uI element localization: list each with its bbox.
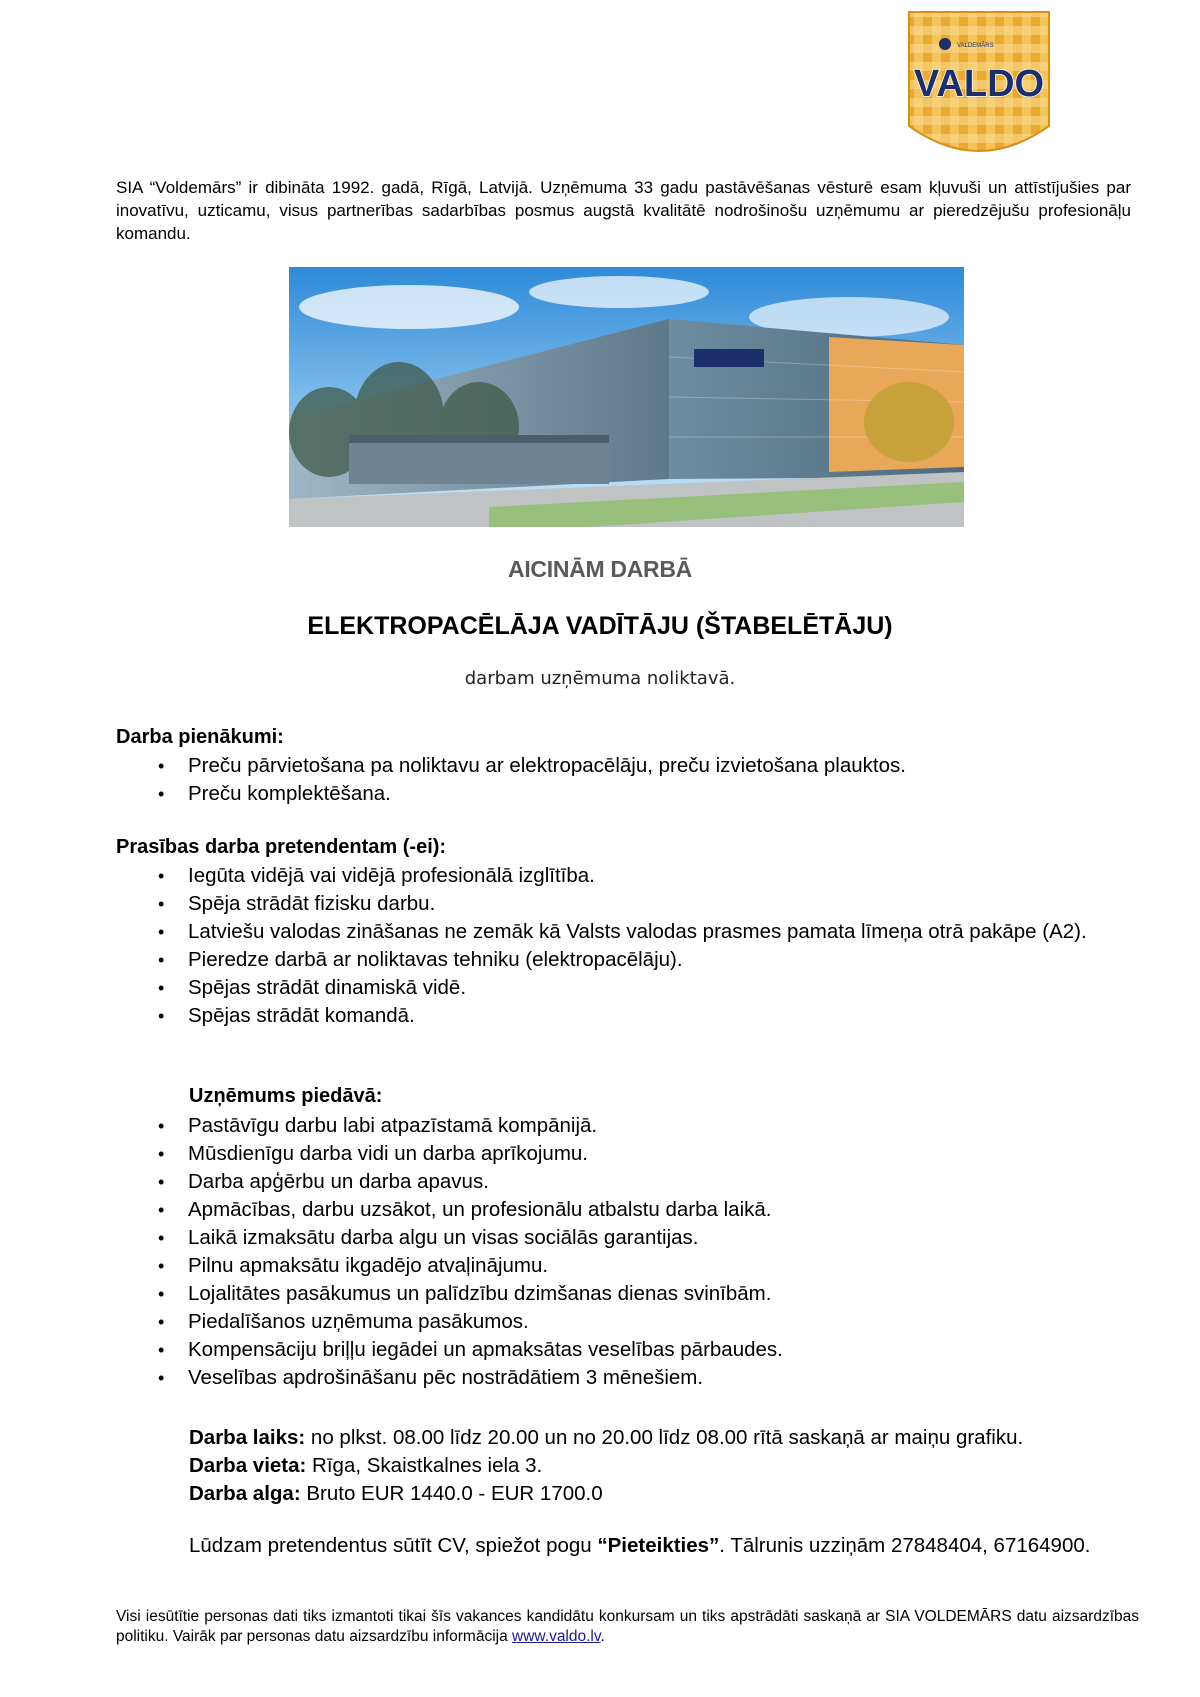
work-place-label: Darba vieta: (189, 1454, 307, 1477)
website-link[interactable]: www.valdo.lv (512, 1628, 601, 1645)
work-hours (189, 1424, 1023, 1452)
requirements-list (116, 862, 1126, 1030)
requirements-heading: Prasības darba pretendentam (-ei): (116, 836, 447, 858)
apply-button-word: “Pieteikties” (597, 1534, 720, 1557)
footer-text: Visi iesūtītie personas dati tiks izmantoti tikai šīs vakances kandidātu konkursam un tiks apstrādāti saskaņā ar SIA VOLDEMĀRS datu aizsardzības politiku. Vairāk par personas datu aizsardzību informācija (116, 1608, 1139, 1645)
position-title: ELEKTROPACĒLĀJA VADĪTĀJU (ŠTABELĒTĀJU) (307, 612, 893, 640)
list-item: • Apmācības, darbu uzsākot, un profesionālu atbalstu darba laikā. (116, 1196, 1126, 1224)
list-item: • Laikā izmaksātu darba algu un visas sociālās garantijas. (116, 1224, 1126, 1252)
privacy-footer (116, 1607, 1139, 1647)
list-item: • Spējas strādāt dinamiskā vidē. (116, 974, 1126, 1002)
list-item: • Veselības apdrošināšanu pēc nostrādātiem 3 mēnešiem. (116, 1364, 1126, 1392)
list-item: • Spējas strādāt komandā. (116, 1002, 1126, 1030)
position-subline: darbam uzņēmuma noliktavā. (464, 668, 736, 689)
apply-instructions (189, 1532, 1129, 1560)
list-item: • Mūsdienīgu darba vidi un darba aprīkojumu. (116, 1140, 1126, 1168)
list-item: • Iegūta vidējā vai vidējā profesionālā izglītība. (116, 862, 1126, 890)
warehouse-photo (289, 267, 964, 527)
apply-text: Lūdzam pretendentus sūtīt CV, spiežot pogu (189, 1534, 598, 1557)
salary-label: Darba alga: (189, 1482, 301, 1505)
offer-heading: Uzņēmums piedāvā: (189, 1085, 383, 1107)
list-item: • Darba apģērbu un darba apavus. (116, 1168, 1126, 1196)
list-item: • Pilnu apmaksātu ikgadējo atvaļinājumu. (116, 1252, 1126, 1280)
work-hours-value: no plkst. 08.00 līdz 20.00 un no 20.00 līdz 08.00 rītā saskaņā ar maiņu grafiku. (305, 1426, 1024, 1449)
list-item: • Latviešu valodas zināšanas ne zemāk kā Valsts valodas prasmes pamata līmeņa otrā pakāpe (A2). (116, 918, 1126, 946)
list-item: • Pieredze darbā ar noliktavas tehniku (elektropacēlāju). (116, 946, 1126, 974)
company-intro: SIA “Voldemārs” ir dibināta 1992. gadā, Rīgā, Latvijā. Uzņēmuma 33 gadu pastāvēšanas vēsturē esam kļuvuši un attīstījušies par inovatīvu, uzticamu, visus partnerības sadarbības posmus augstā kvalitātē nodrošinošu uzņēmumu ar pieredzējušu profesionāļu komandu. (116, 178, 1131, 243)
footer-end: . (600, 1628, 605, 1645)
salary-value: Bruto EUR 1440.0 - EUR 1700.0 (300, 1482, 603, 1505)
logo-small-text: VALDEMĀRS (957, 43, 994, 49)
work-hours-label: Darba laiks: (189, 1426, 306, 1449)
apply-phone-text: . Tālrunis uzziņām 27848404, 67164900. (719, 1534, 1091, 1557)
valdo-logo (905, 8, 1053, 160)
list-item: • Pastāvīgu darbu labi atpazīstamā kompānijā. (116, 1112, 1126, 1140)
list-item: • Preču pārvietošana pa noliktavu ar elektropacēlāju, preču izvietošana plauktos. (116, 752, 1116, 780)
invite-heading: AICINĀM DARBĀ (508, 556, 692, 582)
list-item: • Kompensāciju briļļu iegādei un apmaksātas veselības pārbaudes. (116, 1336, 1126, 1364)
salary (189, 1480, 603, 1508)
list-item: • Spēja strādāt fizisku darbu. (116, 890, 1126, 918)
work-place (189, 1452, 542, 1480)
list-item: • Piedalīšanos uzņēmuma pasākumos. (116, 1308, 1126, 1336)
logo-brand-text: VALDO (913, 63, 1045, 105)
duties-heading: Darba pienākumi: (116, 726, 284, 748)
list-item: • Lojalitātes pasākumus un palīdzību dzimšanas dienas svinībām. (116, 1280, 1126, 1308)
duties-list (116, 752, 1116, 808)
offer-list (116, 1112, 1126, 1392)
work-place-value: Rīga, Skaistkalnes iela 3. (306, 1454, 543, 1477)
list-item: • Preču komplektēšana. (116, 780, 1116, 808)
